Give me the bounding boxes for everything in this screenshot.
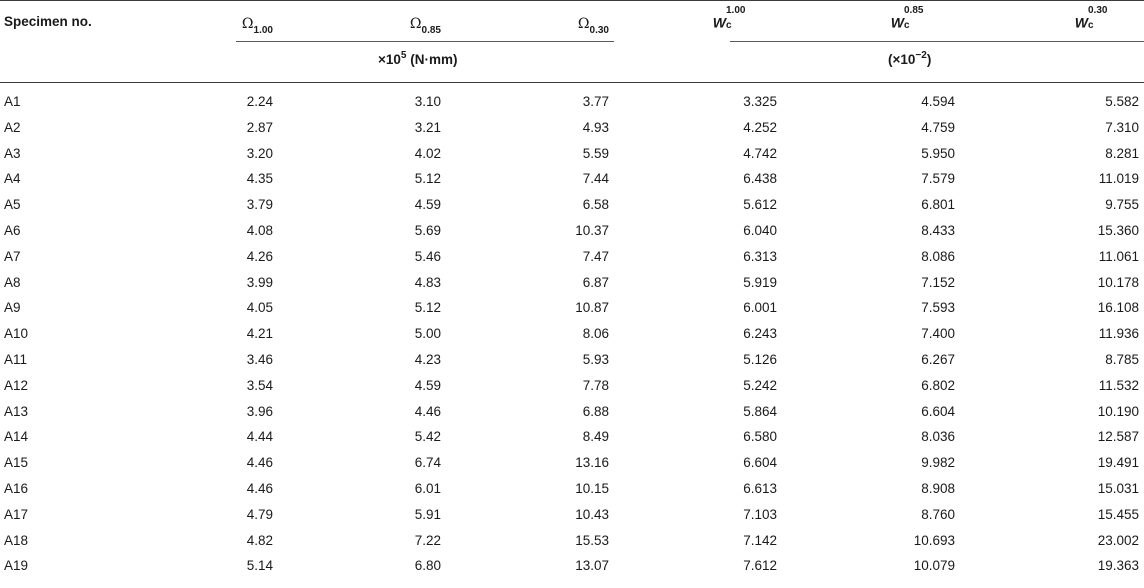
cell-wc-0-30: 23.002 <box>1097 532 1139 548</box>
table-row <box>0 556 1144 576</box>
cell-omega-1-00: 4.35 <box>246 171 273 187</box>
cell-omega-1-00: 5.14 <box>246 558 273 574</box>
cell-specimen: A13 <box>4 403 29 419</box>
cell-omega-1-00: 4.46 <box>246 481 273 496</box>
table-row <box>0 195 1144 215</box>
cell-wc-0-85: 6.267 <box>921 352 955 367</box>
cell-wc-1-00: 7.103 <box>743 506 777 522</box>
table-row <box>0 273 1144 293</box>
cell-omega-0-85: 7.22 <box>414 532 441 548</box>
w-symbol: W <box>1074 14 1088 31</box>
cell-wc-0-85: 6.604 <box>921 403 955 419</box>
cell-omega-1-00: 4.21 <box>246 326 273 342</box>
cell-omega-0-30: 5.93 <box>582 352 609 367</box>
cell-wc-0-85: 7.579 <box>921 171 955 187</box>
cell-wc-1-00: 3.325 <box>743 94 777 109</box>
cell-wc-0-30: 11.532 <box>1098 377 1139 393</box>
cell-omega-0-30: 13.07 <box>575 558 609 574</box>
cell-wc-0-85: 5.950 <box>921 145 955 161</box>
unit-wc-prefix: (×10 <box>888 52 916 67</box>
cell-wc-0-85: 7.400 <box>921 326 955 342</box>
cell-wc-0-30: 15.360 <box>1097 223 1139 238</box>
cell-specimen: A11 <box>4 352 28 367</box>
cell-omega-1-00: 4.82 <box>246 532 273 548</box>
cell-omega-0-85: 4.59 <box>414 197 441 213</box>
cell-wc-0-85: 4.594 <box>921 94 955 109</box>
cell-wc-0-30: 9.755 <box>1105 197 1139 213</box>
cell-omega-0-30: 6.88 <box>582 403 609 419</box>
w-superscript: 1.00 <box>726 5 746 16</box>
omega-symbol: Ω <box>577 16 590 32</box>
cell-wc-0-85: 7.593 <box>921 300 955 316</box>
cell-omega-0-85: 4.23 <box>414 352 441 367</box>
cell-wc-1-00: 7.142 <box>743 532 777 548</box>
cell-omega-0-85: 4.83 <box>414 274 441 290</box>
omega-symbol: Ω <box>409 16 422 32</box>
header-omega-0-85 <box>409 16 441 36</box>
cell-wc-0-30: 8.281 <box>1105 145 1139 161</box>
cell-wc-0-85: 8.760 <box>921 506 955 522</box>
cell-omega-1-00: 4.26 <box>246 248 273 264</box>
cell-wc-0-85: 4.759 <box>921 119 955 135</box>
cell-omega-0-30: 4.93 <box>582 119 609 135</box>
cell-omega-0-30: 6.87 <box>582 274 609 290</box>
table-row <box>0 531 1144 551</box>
cell-specimen: A16 <box>4 481 29 496</box>
cell-wc-0-85: 10.079 <box>913 558 955 574</box>
cell-omega-0-85: 6.01 <box>414 481 441 496</box>
header-wc-0-30 <box>1074 5 1114 36</box>
cell-wc-0-30: 8.785 <box>1105 352 1139 367</box>
cell-omega-0-30: 15.53 <box>575 532 609 548</box>
cell-wc-0-30: 12.587 <box>1097 429 1139 445</box>
unit-omega-suffix: (N·mm) <box>406 52 458 67</box>
cell-wc-0-85: 8.036 <box>921 429 955 445</box>
omega-subscript: 0.85 <box>421 25 441 36</box>
omega-subscript: 0.30 <box>589 25 609 36</box>
table-row <box>0 169 1144 189</box>
cell-omega-0-85: 4.59 <box>414 377 441 393</box>
cell-specimen: A18 <box>4 532 29 548</box>
cell-omega-0-85: 4.02 <box>414 145 441 161</box>
unit-wc-suffix: ) <box>926 52 932 67</box>
cell-wc-1-00: 6.580 <box>743 429 777 445</box>
cell-wc-1-00: 6.613 <box>743 481 777 496</box>
table-top-rule <box>0 0 1144 1</box>
cell-omega-1-00: 3.96 <box>246 403 273 419</box>
unit-omega-prefix: ×10 <box>378 52 401 67</box>
cell-wc-1-00: 4.742 <box>743 145 777 161</box>
cell-specimen: A12 <box>4 377 29 393</box>
cell-omega-1-00: 4.05 <box>246 300 273 316</box>
cell-wc-0-30: 19.491 <box>1097 455 1139 471</box>
cell-specimen: A4 <box>4 171 21 187</box>
cell-omega-0-85: 5.46 <box>414 248 441 264</box>
cell-omega-1-00: 3.99 <box>246 274 273 290</box>
cell-omega-0-85: 5.42 <box>414 429 441 445</box>
cell-wc-0-30: 15.455 <box>1097 506 1139 522</box>
cell-wc-1-00: 6.243 <box>743 326 777 342</box>
cell-omega-0-30: 10.87 <box>575 300 609 316</box>
header-span-rule-omega <box>236 41 614 42</box>
table-row <box>0 479 1144 499</box>
cell-specimen: A7 <box>4 248 21 264</box>
cell-omega-1-00: 4.46 <box>246 455 273 471</box>
cell-wc-1-00: 6.438 <box>743 171 777 187</box>
table-row <box>0 247 1144 267</box>
table-row <box>0 144 1144 164</box>
table-row <box>0 427 1144 447</box>
cell-specimen: A5 <box>4 197 21 213</box>
cell-omega-1-00: 2.24 <box>246 94 273 109</box>
cell-omega-1-00: 4.79 <box>246 506 273 522</box>
cell-omega-1-00: 3.54 <box>246 377 273 393</box>
cell-omega-0-85: 5.12 <box>414 300 441 316</box>
header-omega-0-30 <box>577 16 609 36</box>
cell-wc-1-00: 5.612 <box>743 197 777 213</box>
cell-omega-0-85: 5.00 <box>414 326 441 342</box>
cell-wc-0-85: 8.433 <box>921 223 955 238</box>
cell-wc-0-30: 16.108 <box>1097 300 1139 316</box>
table-row <box>0 92 1144 112</box>
cell-wc-0-85: 6.802 <box>921 377 955 393</box>
cell-wc-1-00: 6.040 <box>743 223 777 238</box>
cell-specimen: A17 <box>4 506 29 522</box>
cell-omega-0-85: 5.91 <box>414 506 441 522</box>
cell-omega-1-00: 3.46 <box>246 352 273 367</box>
w-symbol: W <box>890 14 904 31</box>
cell-wc-0-30: 15.031 <box>1097 481 1139 496</box>
cell-omega-0-30: 13.16 <box>575 455 609 471</box>
w-superscript: 0.30 <box>1088 5 1108 16</box>
cell-omega-0-30: 8.49 <box>582 429 609 445</box>
cell-wc-1-00: 6.313 <box>743 248 777 264</box>
cell-omega-0-30: 5.59 <box>582 145 609 161</box>
cell-specimen: A2 <box>4 119 21 135</box>
cell-wc-1-00: 5.126 <box>743 352 777 367</box>
header-wc-1-00 <box>712 5 752 36</box>
w-symbol: W <box>712 14 726 31</box>
cell-omega-0-30: 10.15 <box>575 481 609 496</box>
cell-omega-0-30: 7.78 <box>582 377 609 393</box>
cell-omega-0-85: 6.74 <box>414 455 441 471</box>
cell-omega-1-00: 3.79 <box>246 197 273 213</box>
table-row <box>0 298 1144 318</box>
cell-wc-0-30: 7.310 <box>1105 119 1139 135</box>
cell-wc-1-00: 7.612 <box>743 558 777 574</box>
cell-omega-0-30: 7.44 <box>582 171 609 187</box>
header-omega-1-00 <box>241 16 273 36</box>
cell-specimen: A9 <box>4 300 21 316</box>
cell-omega-0-30: 6.58 <box>582 197 609 213</box>
cell-wc-0-30: 10.190 <box>1097 403 1139 419</box>
header-bottom-rule <box>0 82 1144 83</box>
table-row <box>0 324 1144 344</box>
cell-specimen: A14 <box>4 429 29 445</box>
cell-wc-1-00: 5.919 <box>743 274 777 290</box>
table-row <box>0 376 1144 396</box>
cell-wc-1-00: 5.864 <box>743 403 777 419</box>
w-superscript: 0.85 <box>904 5 924 16</box>
cell-omega-0-30: 10.37 <box>575 223 609 238</box>
cell-wc-0-30: 11.936 <box>1098 326 1139 342</box>
omega-subscript: 1.00 <box>253 25 273 36</box>
cell-omega-0-85: 4.46 <box>414 403 441 419</box>
table-row <box>0 350 1144 370</box>
cell-wc-0-30: 11.019 <box>1098 171 1139 187</box>
cell-wc-1-00: 6.604 <box>743 455 777 471</box>
unit-wc-exponent: −2 <box>915 50 927 61</box>
cell-specimen: A15 <box>4 455 29 471</box>
cell-wc-0-30: 11.061 <box>1098 248 1139 264</box>
cell-omega-0-85: 3.21 <box>414 119 441 135</box>
cell-omega-0-30: 8.06 <box>582 326 609 342</box>
cell-omega-1-00: 4.08 <box>246 223 273 238</box>
cell-omega-1-00: 3.20 <box>246 145 273 161</box>
cell-specimen: A10 <box>4 326 29 342</box>
cell-wc-0-85: 10.693 <box>913 532 955 548</box>
cell-specimen: A3 <box>4 145 21 161</box>
header-span-rule-wc <box>730 41 1144 42</box>
cell-wc-0-85: 9.982 <box>921 455 955 471</box>
cell-wc-1-00: 5.242 <box>743 377 777 393</box>
cell-omega-1-00: 4.44 <box>246 429 273 445</box>
cell-wc-0-85: 6.801 <box>921 197 955 213</box>
cell-omega-0-85: 5.12 <box>414 171 441 187</box>
unit-omega-exponent: 5 <box>400 50 407 61</box>
cell-omega-0-85: 3.10 <box>414 94 441 109</box>
cell-omega-0-85: 6.80 <box>414 558 441 574</box>
table-row <box>0 221 1144 241</box>
cell-wc-0-85: 7.152 <box>921 274 955 290</box>
w-subscript: c <box>1088 20 1094 31</box>
w-subscript: c <box>904 20 910 31</box>
cell-omega-0-30: 10.43 <box>575 506 609 522</box>
cell-wc-0-30: 19.363 <box>1097 558 1139 574</box>
unit-omega <box>378 52 457 67</box>
cell-omega-0-85: 5.69 <box>414 223 441 238</box>
cell-omega-1-00: 2.87 <box>246 119 273 135</box>
cell-omega-0-30: 3.77 <box>582 94 609 109</box>
header-wc-0-85 <box>890 5 930 36</box>
cell-wc-0-30: 5.582 <box>1105 94 1139 109</box>
cell-specimen: A6 <box>4 223 21 238</box>
cell-wc-1-00: 6.001 <box>743 300 777 316</box>
cell-wc-0-85: 8.908 <box>921 481 955 496</box>
cell-specimen: A1 <box>4 94 21 109</box>
unit-wc <box>888 52 931 67</box>
omega-symbol: Ω <box>241 16 254 32</box>
table-row <box>0 118 1144 138</box>
cell-wc-0-85: 8.086 <box>921 248 955 264</box>
cell-specimen: A19 <box>4 558 29 574</box>
header-specimen: Specimen no. <box>4 14 92 29</box>
cell-specimen: A8 <box>4 274 21 290</box>
table-row <box>0 453 1144 473</box>
table-row <box>0 402 1144 422</box>
cell-wc-1-00: 4.252 <box>743 119 777 135</box>
cell-wc-0-30: 10.178 <box>1097 274 1139 290</box>
cell-omega-0-30: 7.47 <box>582 248 609 264</box>
table-row <box>0 505 1144 525</box>
w-subscript: c <box>726 20 732 31</box>
